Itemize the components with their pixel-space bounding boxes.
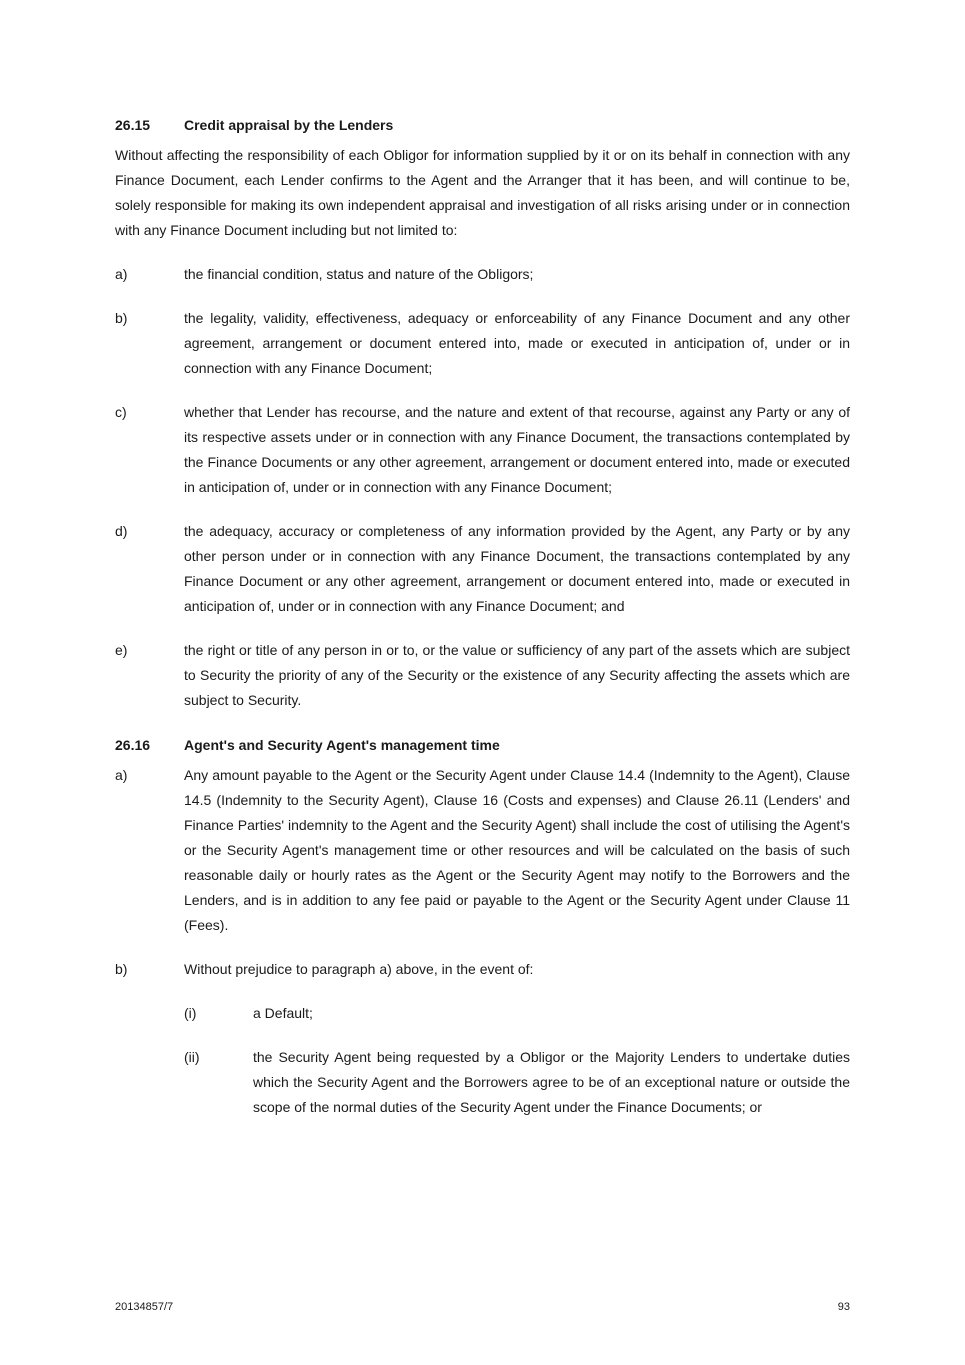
list-item-label: a) bbox=[115, 767, 128, 783]
sub-list-item bbox=[184, 1001, 850, 1026]
list-item bbox=[115, 763, 850, 938]
list-item-text: the adequacy, accuracy or completeness of any information provided by the Agent, any Party or by any other person under or in connection with any Finance Document, the transactions contemplated by any Finance Document or any other agreement, arrangement or document entered into, made or executed in anticipation of, under or in connection with any Finance Document; and bbox=[184, 523, 850, 614]
page-number: 93 bbox=[837, 1301, 850, 1313]
sub-list-item-text: the Security Agent being requested by a Obligor or the Majority Lenders to undertake duties which the Security Agent and the Borrowers agree to be of an exceptional nature or outside the scope of the normal duties of the Security Agent under the Finance Documents; or bbox=[253, 1049, 850, 1115]
list-item-text: the financial condition, status and nature of the Obligors; bbox=[184, 266, 534, 282]
section-number: 26.15 bbox=[115, 117, 151, 133]
section-title: Credit appraisal by the Lenders bbox=[184, 117, 394, 133]
list-item bbox=[115, 306, 850, 381]
list-item-text: the legality, validity, effectiveness, adequacy or enforceability of any Finance Document and any other agreement, arrangement or document entered into, made or executed in anticipation of, under or in connection with any Finance Document; bbox=[184, 310, 850, 376]
section-heading-26-16 bbox=[115, 733, 850, 758]
list-item-label: e) bbox=[115, 642, 128, 658]
list-item-label: b) bbox=[115, 961, 128, 977]
section-intro-paragraph: Without affecting the responsibility of each Obligor for information supplied by it or on its behalf in connection with any Finance Document, each Lender confirms to the Agent and the Arranger that it has been, and will continue to be, solely responsible for making its own independent appraisal and investigation of all risks arising under or in connection with any Finance Document including but not limited to: bbox=[115, 147, 850, 238]
list-item bbox=[115, 638, 850, 713]
list-item-label: c) bbox=[115, 404, 127, 420]
list-item-text: the right or title of any person in or to, or the value or sufficiency of any part of the assets which are subject to Security the priority of any of the Security or the existence of any Security affecting the assets which are subject to Security. bbox=[184, 642, 850, 708]
sub-list-item bbox=[184, 1045, 850, 1120]
list-item bbox=[115, 262, 850, 287]
sub-list-item-label: (i) bbox=[184, 1005, 197, 1021]
sub-list-item-text: a Default; bbox=[253, 1005, 313, 1021]
document-reference: 20134857/7 bbox=[115, 1301, 174, 1313]
section-heading-26-15 bbox=[115, 113, 850, 138]
section-title: Agent's and Security Agent's management time bbox=[184, 737, 500, 753]
list-item-text: Without prejudice to paragraph a) above, in the event of: bbox=[184, 961, 534, 977]
list-item bbox=[115, 957, 850, 982]
list-item bbox=[115, 400, 850, 500]
list-item-text: Any amount payable to the Agent or the Security Agent under Clause 14.4 (Indemnity to the Agent), Clause 14.5 (Indemnity to the Security Agent), Clause 16 (Costs and expenses) and Clause 26.11 (Lenders' and Finance Parties' indemnity to the Agent and the Security Agent) shall include the cost of utilising the Agent's or the Security Agent's management time or other resources and will be calculated on the basis of such reasonable daily or hourly rates as the Agent or the Security Agent may notify to the Borrowers and the Lenders, and is in addition to any fee paid or payable to the Agent or the Security Agent under Clause 11 (Fees). bbox=[184, 767, 850, 933]
list-item-label: b) bbox=[115, 310, 128, 326]
document-body bbox=[115, 113, 850, 1139]
sub-list-item-label: (ii) bbox=[184, 1049, 200, 1065]
list-item-label: a) bbox=[115, 266, 128, 282]
list-item bbox=[115, 519, 850, 619]
list-item-text: whether that Lender has recourse, and the nature and extent of that recourse, against any Party or any of its respective assets under or in connection with any Finance Document, the transactions contemplated by the Finance Documents or any other agreement, arrangement or document entered into, made or executed in anticipation of, under or in connection with any Finance Document; bbox=[184, 404, 850, 495]
list-item-label: d) bbox=[115, 523, 128, 539]
section-number: 26.16 bbox=[115, 737, 151, 753]
